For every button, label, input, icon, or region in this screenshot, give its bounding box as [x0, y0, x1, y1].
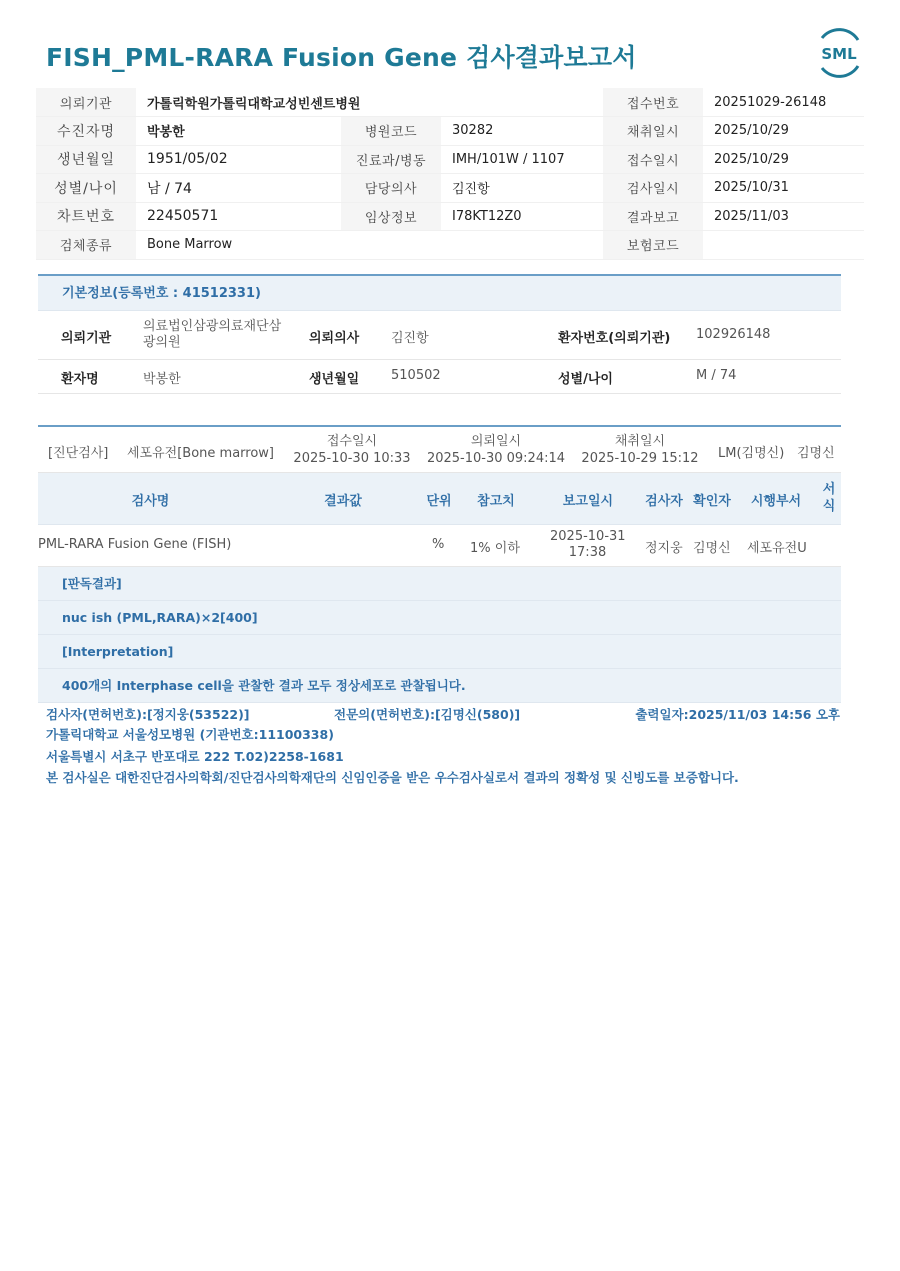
sex-age-label: 성별/나이 [558, 372, 613, 387]
col-form-2: 식 [822, 499, 836, 514]
result-reference: 1% 이하 [470, 541, 520, 556]
header-label: 차트번호 [36, 202, 136, 231]
header-label: 생년월일 [36, 145, 136, 174]
header-row [36, 231, 864, 260]
req-doctor-value: 김진항 [391, 331, 429, 346]
header-label: 성별/나이 [36, 174, 136, 203]
header-value: IMH/101W / 1107 [441, 145, 603, 174]
interpretation-band: nuc ish (PML,RARA)×2[400] [38, 601, 841, 635]
col-unit: 단위 [426, 494, 452, 509]
col-confirmer: 확인자 [693, 494, 731, 509]
dob-value: 510502 [391, 368, 441, 383]
col-form [818, 481, 840, 515]
col-test-name: 검사명 [131, 494, 170, 509]
received-datetime [293, 433, 411, 467]
col-dept: 시행부서 [750, 494, 802, 509]
footer-specialist: 전문의(면허번호):[김명신(580)] [334, 707, 521, 722]
footer-institution: 가톨릭대학교 서울성모병원 (기관번호:11100338) [46, 727, 334, 742]
col-reference: 참고치 [477, 494, 515, 509]
patient-name-label: 환자명 [61, 372, 99, 387]
basic-info-row [38, 360, 841, 394]
basic-info-section [38, 274, 841, 394]
header-value: 22450571 [136, 202, 341, 231]
basic-info-heading: 기본정보(등록번호 : 41512331) [38, 276, 841, 311]
header-value: I78KT12Z0 [441, 202, 603, 231]
header-label: 진료과/병동 [341, 145, 441, 174]
col-form-1: 서 [822, 482, 836, 497]
header-label: 결과보고 [603, 202, 703, 231]
received-label: 접수일시 [326, 434, 378, 449]
header-row [36, 202, 864, 231]
req-org-label: 의뢰기관 [61, 331, 112, 346]
header-value: 가톨릭학원가톨릭대학교성빈센트병원 [136, 88, 603, 117]
sex-age-value: M / 74 [696, 368, 737, 383]
header-value: 박봉한 [136, 117, 341, 146]
footer-certification: 본 검사실은 대한진단검사의학회/진단검사의학재단의 신임인증을 받은 우수검사실로서 결과의 정확성 및 신빙도를 보증합니다. [46, 770, 739, 785]
header-value: 20251029-26148 [703, 88, 864, 117]
req-doctor-label: 의뢰의사 [309, 331, 360, 346]
header-value: 1951/05/02 [136, 145, 341, 174]
header-value [703, 231, 864, 260]
collected-value: 2025-10-29 15:12 [581, 451, 699, 466]
result-tester: 정지웅 [645, 541, 683, 556]
header-value: 김진항 [441, 174, 603, 203]
test-column-header [38, 473, 841, 525]
col-report-date: 보고일시 [562, 494, 614, 509]
test-result-row [38, 525, 841, 567]
header-value: 30282 [441, 117, 603, 146]
header-label: 의뢰기관 [36, 88, 136, 117]
sml-logo [814, 28, 864, 78]
result-dept: 세포유전U [747, 541, 807, 556]
header-value: 2025/10/31 [703, 174, 864, 203]
header-label: 수진자명 [36, 117, 136, 146]
header-row [36, 174, 864, 203]
header-label: 임상정보 [341, 202, 441, 231]
result-test-name: PML-RARA Fusion Gene (FISH) [38, 537, 232, 552]
requested-label: 의뢰일시 [470, 434, 522, 449]
result-unit: % [432, 537, 445, 552]
lm-doctor-name: 김명신 [797, 446, 835, 461]
header-value: 2025/10/29 [703, 117, 864, 146]
header-label: 보험코드 [603, 231, 703, 260]
footer-address: 서울특별시 서초구 반포대로 222 T.02)2258-1681 [46, 749, 344, 764]
col-result: 결과값 [324, 494, 362, 509]
basic-info-row [38, 311, 841, 360]
header-label: 접수번호 [603, 88, 703, 117]
result-confirmer: 김명신 [693, 541, 731, 556]
header-label: 병원코드 [341, 117, 441, 146]
header-label: 접수일시 [603, 145, 703, 174]
req-org-value [143, 319, 281, 351]
received-value: 2025-10-30 10:33 [293, 451, 411, 466]
collected-datetime [581, 433, 699, 467]
interpretation-band: [Interpretation] [38, 635, 841, 669]
test-result-section [38, 425, 841, 703]
result-report-date [550, 529, 625, 561]
test-dept: 세포유전[Bone marrow] [127, 446, 275, 461]
footer-printed-date: 출력일자:2025/11/03 14:56 오후 [635, 707, 840, 722]
patient-name-value: 박봉한 [143, 372, 181, 387]
header-row [36, 145, 864, 174]
interpretation-band: 400개의 Interphase cell을 관찰한 결과 모두 정상세포로 관찰됩니다. [38, 669, 841, 703]
result-report-date-2: 17:38 [568, 545, 607, 560]
req-org-line1: 의료법인삼광의료재단삼 [143, 319, 282, 334]
requested-value: 2025-10-30 09:24:14 [426, 451, 566, 466]
requested-datetime [426, 433, 566, 467]
header-value: Bone Marrow [136, 231, 603, 260]
patient-no-label: 환자번호(의뢰기관) [558, 331, 671, 346]
footer-tester: 검사자(면허번호):[정지웅(53522)] [46, 707, 250, 722]
header-value: 남 / 74 [136, 174, 341, 203]
header-row [36, 117, 864, 146]
header-value: 2025/10/29 [703, 145, 864, 174]
collected-label: 채취일시 [614, 434, 666, 449]
header-label: 채취일시 [603, 117, 703, 146]
test-category: [진단검사] [48, 446, 109, 461]
header-label: 담당의사 [341, 174, 441, 203]
col-tester: 검사자 [645, 494, 683, 509]
header-value: 2025/11/03 [703, 202, 864, 231]
header-label: 검체종류 [36, 231, 136, 260]
dob-label: 생년월일 [309, 372, 360, 387]
header-info-table [36, 88, 864, 260]
logo-text: SML [821, 45, 857, 63]
req-org-line2: 광의원 [143, 335, 181, 350]
report-title: FISH_PML-RARA Fusion Gene 검사결과보고서 [46, 43, 637, 72]
result-report-date-1: 2025-10-31 [550, 529, 626, 544]
test-meta-row [38, 427, 841, 473]
patient-no-value: 102926148 [696, 327, 771, 342]
lm-doctor: LM(김명신) [718, 446, 785, 461]
header-row [36, 88, 864, 117]
header-label: 검사일시 [603, 174, 703, 203]
interpretation-band: [판독결과] [38, 567, 841, 601]
